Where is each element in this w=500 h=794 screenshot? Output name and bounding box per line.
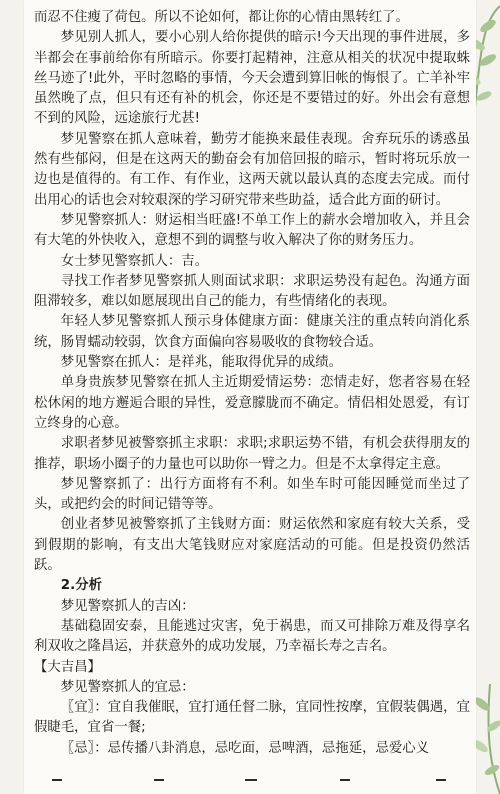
- divider-dash: [340, 779, 350, 781]
- paragraph: 求职者梦见被警察抓主求职：求职;求职运势不错，有机会获得朋友的推荐，职场小圈子的力量也可以助你一臂之力。但是不太拿得定主意。: [34, 436, 470, 472]
- paragraph: 寻找工作者梦见警察抓人则面试求职：求职运势没有起色。沟通方面阻滞较多，难以如愿展现出自己的能力，有些情绪化的表现。: [34, 273, 470, 310]
- paragraph: 年轻人梦见警察抓人预示身体健康方面：健康关注的重点转向消化系统，肠胃蠕动较弱，饮食方面偏向容易吸收的食物较合适。: [34, 314, 470, 350]
- paragraph: 梦见警察抓了：出行方面将有不利。如坐车时可能因睡觉而坐过了头，或把约会的时间记错等等。: [34, 476, 470, 513]
- paragraph: 梦见警察在抓人：是祥兆，能取得优异的成绩。: [60, 355, 342, 371]
- document-body: [34, 8, 470, 759]
- paragraph: 梦见警察抓人的吉凶：: [60, 598, 195, 614]
- paragraph: 梦见警察抓人的宜忌：: [60, 679, 195, 695]
- paragraph: 创业者梦见被警察抓了主钱财方面：财运依然和家庭有较大关系，受到假期的影响，有支出大笔钱财应对家庭活动的可能。但是投资仍然活跃。: [34, 517, 470, 574]
- paragraph: 而忍不住瘦了荷包。所以不论如何，都让你的心情由黑转红了。: [34, 10, 409, 25]
- section-heading: 2.分析: [60, 578, 102, 594]
- divider-dash: [436, 779, 446, 781]
- paragraph: 单身贵族梦见警察在抓人主近期爱情运势：恋情走好，您者容易在轻松休闲的地方邂逅合眼的异性，爱意朦胧而不确定。情侣相处恩爱，有订立终身的心意。: [34, 375, 470, 431]
- paragraph: 梦见警察在抓人意味着，勤劳才能换来最佳表现。舍弃玩乐的诱惑虽然有些郁闷，但是在这两天的勤奋会有加倍回报的暗示，暂时将玩乐放一边也是值得的。有工作、有作业，这两天就以最认真的态度去完成。而付出用心的话也会对较艰深的学习研究带来些助益，适合此方面的研讨。: [34, 131, 470, 208]
- divider-dash: [154, 779, 164, 781]
- divider-dash: [245, 779, 257, 781]
- paragraph: 〖忌〗：忌传播八卦消息，忌吃面，忌啤酒，忌拖延，忌爱心义: [60, 740, 430, 756]
- paragraph: 女士梦见警察抓人：吉。: [60, 253, 209, 269]
- paragraph: 〖宜〗：宜自我催眠，宜打通任督二脉，宜同性按摩，宜假装偶遇，宜假睫毛，宜省一餐;: [34, 700, 470, 736]
- divider-dash: [52, 779, 62, 781]
- paragraph: 【大吉昌】: [34, 659, 101, 675]
- document-page: [24, 0, 476, 794]
- paragraph: 梦见别人抓人，要小心别人给你提供的暗示!今天出现的事件进展，多半都会在事前给你有所暗示。你要打起精神，注意从相关的状况中提取蛛丝马迹了!此外，平时忽略的事情，今天会遭到算旧帐的悔恨了。亡羊补牢虽然晚了点，但只有还有补的机会，你还是不要错过的好。外出会有意想不到的风险，远途旅行尤甚!: [34, 30, 470, 127]
- paragraph: 梦见警察抓人：财运相当旺盛!不单工作上的薪水会增加收入，并且会有大笔的外快收入，意想不到的调整与收入解决了你的财务压力。: [34, 212, 470, 249]
- paragraph: 基础稳固安泰，且能逃过灾害，免于祸患，而又可排除万难及得享名利双收之隆昌运，并获意外的成功发展，乃幸福长寿之吉名。: [34, 618, 470, 655]
